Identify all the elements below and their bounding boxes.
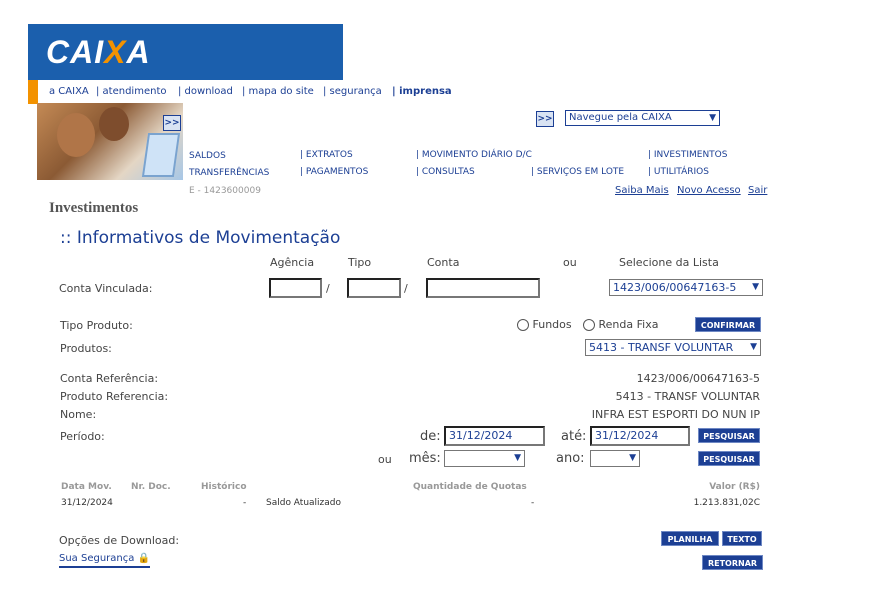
section-title: :: Informativos de Movimentação [60,228,341,248]
de-label: de: [420,429,441,444]
radio-circle[interactable] [517,319,529,331]
chevron-down-icon: ▼ [629,453,636,463]
col-tipo: Tipo [348,256,372,269]
produto-referencia-value: 5413 - TRANSF VOLUNTAR [615,390,760,403]
nav-link-download[interactable]: | download [178,86,233,97]
mes-select[interactable] [444,450,525,467]
radio-fundos-label: Fundos [532,318,572,331]
planilha-button[interactable]: PLANILHA [661,531,719,546]
photo-arrow-button[interactable]: >> [163,115,181,131]
conta-vinculada-label: Conta Vinculada: [59,282,153,295]
caixa-logo[interactable]: CAIXA [46,34,151,70]
navegue-select-value: Navegue pela CAIXA [569,112,672,123]
produto-referencia-label: Produto Referencia: [60,390,169,403]
lock-icon: 🔒 [137,553,151,564]
nav-link-a-caixa[interactable]: a CAIXA [49,86,89,97]
menu-transferencias[interactable]: TRANSFERÊNCIAS [189,168,270,178]
account-id: E - 1423600009 [189,186,261,196]
table-cell-doc: - [243,498,247,508]
produtos-label: Produtos: [60,342,112,355]
menu-servicos-em-lote[interactable]: | SERVIÇOS EM LOTE [531,167,625,177]
col-selecione-lista: Selecione da Lista [619,256,719,269]
menu-consultas[interactable]: | CONSULTAS [416,167,475,177]
periodo-label: Período: [60,430,105,443]
sair-link[interactable]: Sair [748,185,768,196]
tipo-produto-label: Tipo Produto: [60,319,133,332]
menu-extratos[interactable]: | EXTRATOS [300,150,353,160]
pesquisar-periodo-button[interactable]: PESQUISAR [698,428,760,443]
conta-input[interactable] [426,278,540,298]
sua-seguranca-link[interactable] [59,553,150,568]
ano-label: ano: [556,451,585,466]
mes-label: mês: [409,451,441,466]
conta-referencia-value: 1423/006/00647163-5 [636,372,760,385]
col-header-data: Data Mov. [61,482,112,492]
menu-pagamentos[interactable]: | PAGAMENTOS [300,167,369,177]
menu-saldos[interactable]: SALDOS [189,151,226,161]
confirmar-button[interactable]: CONFIRMAR [695,317,761,332]
chevron-down-icon: ▼ [709,113,716,123]
radio-renda-fixa[interactable] [583,318,658,331]
pesquisar-mes-button[interactable]: PESQUISAR [698,451,760,466]
col-ou: ou [563,256,577,269]
table-cell-valor: 1.213.831,02C [693,498,760,508]
slash-separator: / [326,282,330,295]
chevron-down-icon: ▼ [750,342,757,352]
chevron-down-icon: ▼ [514,453,521,463]
tipo-input[interactable] [347,278,401,298]
page-title: Investimentos [49,200,139,216]
retornar-button[interactable]: RETORNAR [702,555,763,570]
produtos-value: 5413 - TRANSF VOLUNTAR [589,341,734,354]
nav-link-atendimento[interactable]: | atendimento [96,86,167,97]
ate-label: até: [561,429,587,444]
nav-link-seguranca[interactable]: | segurança [323,86,382,97]
texto-button[interactable]: TEXTO [722,531,762,546]
produtos-select[interactable] [585,339,761,356]
col-conta: Conta [427,256,460,269]
col-header-doc: Nr. Doc. [131,482,171,492]
novo-acesso-link[interactable]: Novo Acesso [677,185,741,196]
radio-fundos[interactable] [517,318,572,331]
conta-referencia-label: Conta Referência: [60,372,159,385]
menu-movimento[interactable]: | MOVIMENTO DIÁRIO D/C [416,150,532,160]
col-header-quotas: Quantidade de Quotas [413,482,527,492]
radio-circle[interactable] [583,319,595,331]
table-cell-data: 31/12/2024 [61,498,113,508]
orange-accent [28,80,38,104]
col-agencia: Agência [270,256,315,269]
nome-value: INFRA EST ESPORTI DO NUN IP [591,408,760,421]
nome-label: Nome: [60,408,97,421]
conta-lista-value: 1423/006/00647163-5 [613,281,737,294]
table-cell-historico: Saldo Atualizado [266,498,342,508]
data-inicio-input[interactable]: 31/12/2024 [444,426,545,446]
chevron-down-icon: ▼ [752,282,759,292]
sua-seguranca-label: Sua Segurança [59,553,135,564]
ou-label: ou [378,453,392,466]
saiba-mais-link[interactable]: Saiba Mais [615,185,669,196]
slash-separator: / [404,282,408,295]
agencia-input[interactable] [269,278,322,298]
col-header-historico: Histórico [201,482,247,492]
opcoes-download-label: Opções de Download: [59,534,180,547]
nav-link-mapa-do-site[interactable]: | mapa do site [242,86,314,97]
table-cell-quotas: - [531,498,535,508]
data-fim-input[interactable]: 31/12/2024 [590,426,690,446]
conta-lista-select[interactable] [609,279,763,296]
col-header-valor: Valor (R$) [709,482,760,492]
menu-utilitarios[interactable]: | UTILITÁRIOS [648,167,709,177]
navigate-go-button[interactable]: >> [536,111,554,127]
nav-link-imprensa[interactable]: | imprensa [392,86,452,97]
ano-select[interactable] [590,450,640,467]
navegue-select[interactable] [565,110,720,126]
banner-photo [37,103,183,180]
menu-investimentos[interactable]: | INVESTIMENTOS [648,150,728,160]
radio-renda-label: Renda Fixa [598,318,659,331]
